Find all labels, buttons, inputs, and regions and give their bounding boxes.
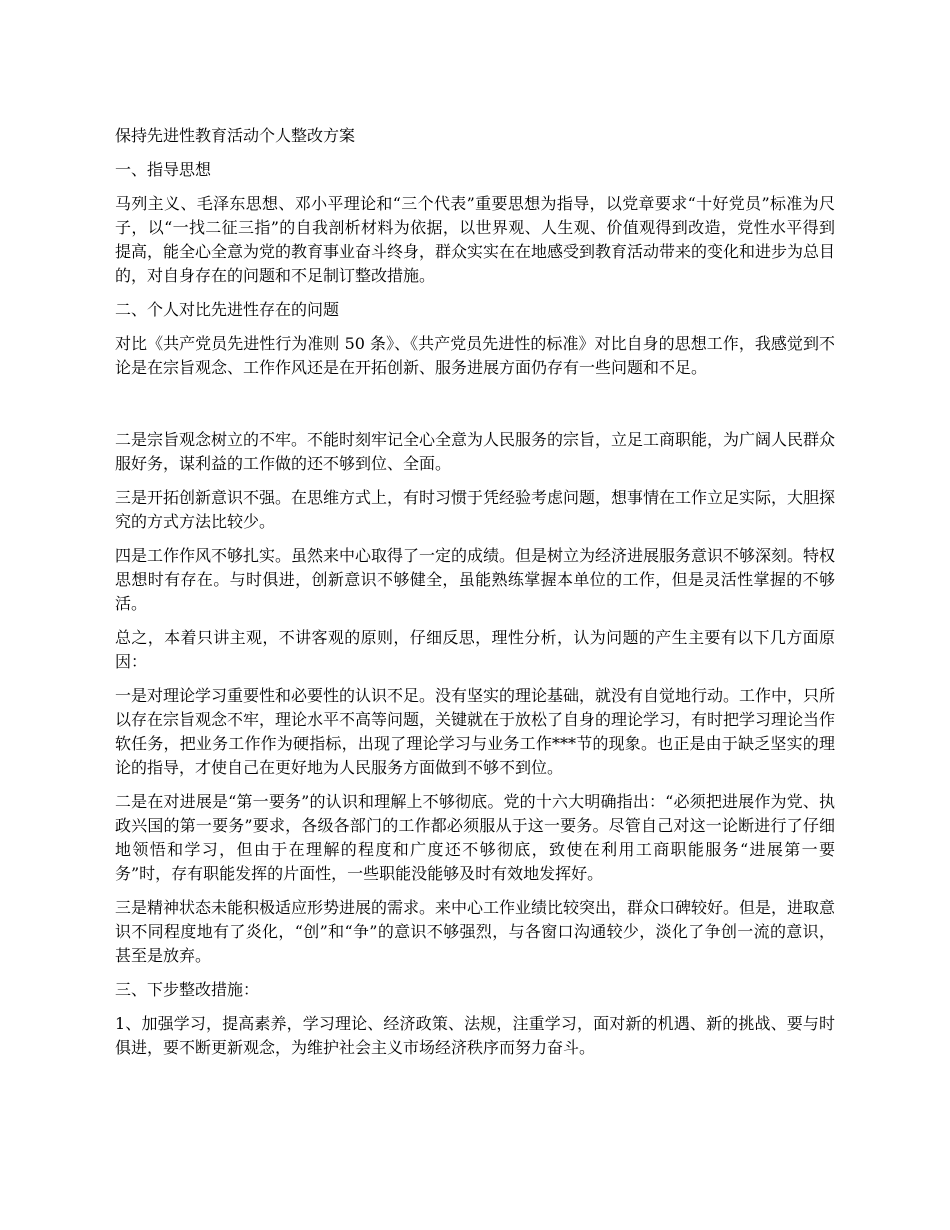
paragraph-measure-1: 1、加强学习，提高素养，学习理论、经济政策、法规，注重学习，面对新的机遇、新的挑战、要与时俱进，要不断更新观念，为维护社会主义市场经济秩序而努力奋斗。 [115, 1014, 835, 1057]
section-heading-measures: 三、下步整改措施： [115, 980, 260, 999]
blank-gap [115, 390, 835, 428]
document-body [115, 124, 835, 1070]
paragraph-guiding-ideology: 马列主义、毛泽东思想、邓小平理论和“三个代表”重要思想为指导，以党章要求“十好党员”标准为尺子，以“一找二征三指”的自我剖析材料为依据，以世界观、人生观、价值观得到改造，党性水平得到提高，能全心全意为党的教育事业奋斗终身，群众实实在在地感受到教育活动带来的变化和进步为总目的，对自身存在的问题和不足制订整改措施。 [115, 194, 836, 285]
paragraph-cause-1: 一是对理论学习重要性和必要性的认识不足。没有坚实的理论基础，就没有自觉地行动。工作中，只所以存在宗旨观念不牢，理论水平不高等问题，关键就在于放松了自身的理论学习，有时把学习理论当作软任务，把业务工作作为硬指标，出现了理论学习与业务工作***节的现象。也正是由于缺乏坚实的理论的指导，才使自己在更好地为人民服务方面做到不够不到位。 [115, 686, 836, 777]
paragraph-problems-intro: 对比《共产党员先进性行为准则 50 条》、《共产党员先进性的标准》对比自身的思想工作，我感觉到不论是在宗旨观念、工作作风还是在开拓创新、服务进展方面仍存有一些问题和不足。 [115, 334, 835, 377]
paragraph-problem-3: 三是开拓创新意识不强。在思维方式上，有时习惯于凭经验考虑问题，想事情在工作立足实际，大胆探究的方式方法比较少。 [115, 488, 836, 531]
section-heading-problems: 二、个人对比先进性存在的问题 [115, 300, 340, 319]
document-title: 保持先进性教育活动个人整改方案 [115, 126, 356, 145]
paragraph-summary: 总之，本着只讲主观，不讲客观的原则，仔细反思，理性分析，认为问题的产生主要有以下几方面原因： [115, 628, 835, 671]
paragraph-cause-3: 三是精神状态未能积极适应形势进展的需求。来中心工作业绩比较突出，群众口碑较好。但是，进取意识不同程度地有了炎化，“创”和“争”的意识不够强烈，与各窗口沟通较少，淡化了争创一流的意识，甚至是放弃。 [115, 898, 836, 965]
paragraph-cause-2: 二是在对进展是“第一要务”的认识和理解上不够彻底。党的十六大明确指出：“必须把进展作为党、执政兴国的第一要务”要求，各级各部门的工作都必须服从于这一要务。尽管自己对这一论断进行了仔细地领悟和学习，但由于在理解的程度和广度还不够彻底，致使在利用工商职能服务“进展第一要务”时，存有职能发挥的片面性，一些职能没能够及时有效地发挥好。 [115, 792, 835, 883]
paragraph-problem-2: 二是宗旨观念树立的不牢。不能时刻牢记全心全意为人民服务的宗旨，立足工商职能，为广阔人民群众服好务，谋利益的工作做的还不够到位、全面。 [115, 430, 836, 473]
section-heading-guiding-ideology: 一、指导思想 [115, 160, 212, 179]
paragraph-problem-4: 四是工作作风不够扎实。虽然来中心取得了一定的成绩。但是树立为经济进展服务意识不够深刻。特权思想时有存在。与时俱进，创新意识不够健全，虽能熟练掌握本单位的工作，但是灵活性掌握的不够活。 [115, 546, 836, 613]
